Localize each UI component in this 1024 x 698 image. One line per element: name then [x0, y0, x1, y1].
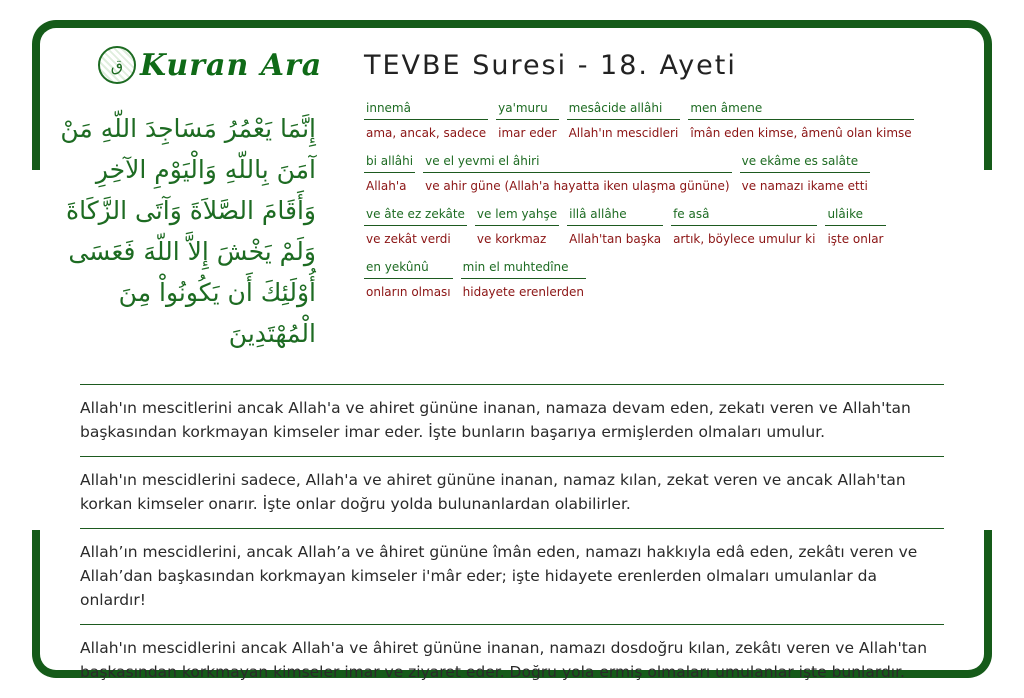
word-transliteration: min el muhtedîne — [461, 260, 586, 279]
word-meaning: onların olması — [366, 285, 451, 299]
word-item — [825, 207, 885, 246]
word-transliteration: men âmene — [688, 101, 913, 120]
word-item — [496, 101, 558, 140]
word-transliteration: fe asâ — [671, 207, 817, 226]
translation-paragraph: Allah'ın mescitlerini ancak Allah'a ve ahiret gününe inanan, namaza devam eden, zekatı veren ve Allah'tan başkasından korkmayan kimseler imar eder. İşte bunların başarıya ermişlerden olmaları umulur. — [80, 384, 944, 456]
word-transliteration: en yekûnû — [364, 260, 453, 279]
word-item — [740, 154, 870, 193]
word-item — [688, 101, 913, 140]
word-item — [423, 154, 732, 193]
word-transliteration: illâ allâhe — [567, 207, 663, 226]
word-item — [364, 260, 453, 299]
quran-emblem-icon: ق — [98, 46, 136, 84]
brand-name: Kuran Ara — [140, 47, 323, 83]
word-meaning: Allah'a — [366, 179, 407, 193]
word-transliteration: ve âte ez zekâte — [364, 207, 467, 226]
word-transliteration: mesâcide allâhi — [567, 101, 681, 120]
word-transliteration: ulâike — [825, 207, 885, 226]
word-meaning: Allah'ın mescidleri — [568, 126, 679, 140]
word-item — [567, 207, 663, 246]
word-meaning: ve ahir güne (Allah'a hayatta iken ulaşma gününe) — [425, 179, 730, 193]
word-transliteration: ve ekâme es salâte — [740, 154, 870, 173]
arabic-verse: إِنَّمَا يَعْمُرُ مَسَاجِدَ اللّهِ مَنْ آمَنَ بِاللّهِ وَالْيَوْمِ الآخِرِ وَأَقَامَ الصَّلاَةَ وَآتَى الزَّكَاةَ وَلَمْ يَخْشَ إِلاَّ اللّهَ فَعَسَى أُوْلَئِكَ أَن يَكُونُواْ مِنَ الْمُهْتَدِينَ — [60, 114, 316, 348]
word-meaning: ve zekât verdi — [366, 232, 451, 246]
word-transliteration: ve lem yahşe — [475, 207, 559, 226]
word-meaning: Allah'tan başka — [569, 232, 662, 246]
word-meaning: îmân eden kimse, âmenû olan kimse — [690, 126, 912, 140]
translation-paragraph: Allah'ın mescidlerini sadece, Allah'a ve ahiret gününe inanan, namaz kılan, zekat veren ve ancak Allah'tan korkan kimseler onarır. İşte onlar doğru yolda bulunanlardan olabilirler. — [80, 456, 944, 528]
word-item — [364, 207, 467, 246]
word-item — [364, 154, 415, 193]
word-item — [364, 101, 488, 140]
word-item — [567, 101, 681, 140]
word-meaning: hidayete erenlerden — [462, 285, 585, 299]
word-transliteration: innemâ — [364, 101, 488, 120]
translation-paragraph: Allah’ın mescidlerini, ancak Allah’a ve âhiret gününe îmân eden, namazı hakkıyla edâ eden, zekâtı veren ve Allah’dan başkasından korkmayan kimseler i'mâr eder; işte hidayete erenlerden olmaları umulanlar da onlardır! — [80, 528, 944, 624]
word-meaning: artık, böylece umulur ki — [673, 232, 816, 246]
word-meaning: işte onlar — [827, 232, 884, 246]
word-meaning: ve namazı ikame etti — [741, 179, 868, 193]
word-transliteration: ya'muru — [496, 101, 558, 120]
translations-list — [80, 384, 944, 696]
word-item — [671, 207, 817, 246]
translation-paragraph: Allah'ın mescidlerini ancak Allah'a ve âhiret gününe inanan, namazı dosdoğru kılan, zekâtı veren ve Allah'tan başkasından korkmayan kimseler imar ve ziyaret eder. Doğru yola ermiş olmaları umulanlar işte bunlardır. — [80, 624, 944, 696]
word-transliteration: bi allâhi — [364, 154, 415, 173]
word-item — [475, 207, 559, 246]
word-meaning: imar eder — [498, 126, 557, 140]
site-logo[interactable] — [98, 46, 322, 84]
word-item — [461, 260, 586, 299]
word-by-word-grid — [364, 101, 944, 299]
word-meaning: ve korkmaz — [476, 232, 547, 246]
page-title: TEVBE Suresi - 18. Ayeti — [364, 50, 737, 81]
word-transliteration: ve el yevmi el âhiri — [423, 154, 732, 173]
word-meaning: ama, ancak, sadece — [366, 126, 487, 140]
